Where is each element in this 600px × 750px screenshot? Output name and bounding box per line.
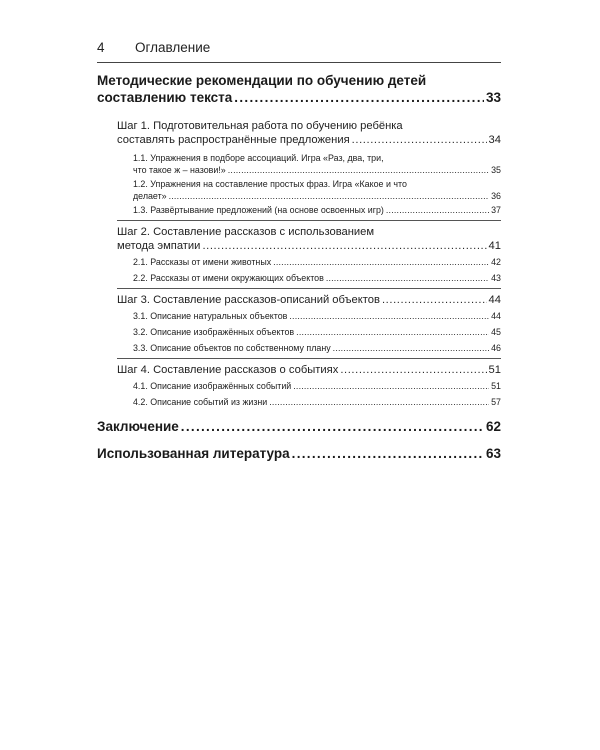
toc-entry-page: 37	[491, 205, 501, 215]
toc-entry-title-line1: Шаг 2. Составление рассказов с использованием	[117, 226, 375, 238]
leader-dots	[340, 363, 486, 377]
toc-entry-title: 2.1. Рассказы от имени животных	[133, 257, 272, 267]
leader-dots	[228, 164, 489, 176]
toc-entry-title-line1: 1.1. Упражнения в подборе ассоциаций. Игра «Раз, два, три,	[133, 153, 384, 163]
running-head	[97, 40, 501, 62]
toc-entry-1-1[interactable]	[97, 152, 501, 176]
toc-entry-2-1[interactable]	[97, 256, 501, 268]
toc-entry-4-1[interactable]	[97, 380, 501, 392]
toc-entry-title: Шаг 3. Составление рассказов-описаний объектов	[117, 294, 380, 306]
toc-entry-page: 45	[491, 327, 501, 337]
toc-entry-title-line2: что такое ж – назови!»	[133, 165, 226, 175]
toc-entry-page: 62	[485, 419, 501, 434]
section-divider	[117, 358, 501, 359]
leader-dots	[382, 293, 487, 307]
toc-entry-title-line1: Шаг 1. Подготовительная работа по обучению ребёнка	[117, 120, 403, 132]
leader-dots	[273, 256, 489, 268]
toc-entry-4-2[interactable]	[97, 396, 501, 408]
table-of-contents	[97, 72, 501, 462]
leader-dots	[169, 190, 490, 202]
toc-entry-title-line2: делает»	[133, 191, 167, 201]
toc-entry-page: 36	[491, 191, 501, 201]
leader-dots	[293, 380, 489, 392]
toc-entry-1-3[interactable]	[97, 204, 501, 216]
leader-dots	[352, 133, 487, 147]
toc-entry-literature[interactable]	[97, 445, 501, 462]
page-number: 4	[97, 40, 105, 55]
leader-dots	[386, 204, 489, 216]
toc-entry-page: 34	[488, 134, 501, 146]
toc-entry-page: 44	[488, 294, 501, 306]
section-divider	[117, 220, 501, 221]
leader-dots	[333, 342, 489, 354]
toc-entry-page: 33	[485, 90, 501, 105]
toc-entry-page: 41	[488, 240, 501, 252]
toc-entry-step4[interactable]	[97, 363, 501, 377]
leader-dots	[289, 310, 489, 322]
toc-entry-page: 44	[491, 311, 501, 321]
toc-entry-title: 1.3. Развёртывание предложений (на основе освоенных игр)	[133, 205, 384, 215]
toc-entry-page: 51	[491, 381, 501, 391]
toc-entry-title: Использованная литература	[97, 446, 290, 461]
toc-entry-step2[interactable]	[97, 225, 501, 253]
section-divider	[117, 288, 501, 289]
toc-entry-page: 43	[491, 273, 501, 283]
toc-entry-page: 51	[488, 364, 501, 376]
running-head-title: Оглавление	[135, 40, 211, 55]
toc-entry-1-2[interactable]	[97, 178, 501, 202]
toc-entry-title: Заключение	[97, 419, 179, 434]
toc-entry-title-line1: Методические рекомендации по обучению детей	[97, 73, 427, 88]
leader-dots	[234, 89, 484, 106]
toc-entry-3-1[interactable]	[97, 310, 501, 322]
leader-dots	[292, 445, 484, 462]
toc-entry-conclusion[interactable]	[97, 418, 501, 435]
leader-dots	[181, 418, 484, 435]
toc-entry-title: 4.2. Описание событий из жизни	[133, 397, 268, 407]
toc-entry-methods[interactable]	[97, 72, 501, 106]
toc-entry-page: 35	[491, 165, 501, 175]
toc-entry-page: 57	[491, 397, 501, 407]
toc-entry-page: 46	[491, 343, 501, 353]
toc-entry-page: 63	[485, 446, 501, 461]
toc-entry-3-2[interactable]	[97, 326, 501, 338]
toc-entry-title: 4.1. Описание изображённых событий	[133, 381, 292, 391]
toc-entry-3-3[interactable]	[97, 342, 501, 354]
toc-entry-page: 42	[491, 257, 501, 267]
toc-entry-title: 2.2. Рассказы от имени окружающих объектов	[133, 273, 324, 283]
toc-entry-title-line2: метода эмпатии	[117, 240, 201, 252]
toc-entry-2-2[interactable]	[97, 272, 501, 284]
leader-dots	[296, 326, 489, 338]
toc-entry-title: 3.1. Описание натуральных объектов	[133, 311, 288, 321]
toc-entry-title-line2: составлять распространённые предложения	[117, 134, 350, 146]
toc-entry-title: Шаг 4. Составление рассказов о событиях	[117, 364, 339, 376]
toc-entry-title-line1: 1.2. Упражнения на составление простых фраз. Игра «Какое и что	[133, 179, 407, 189]
leader-dots	[269, 396, 489, 408]
toc-entry-title: 3.2. Описание изображённых объектов	[133, 327, 295, 337]
leader-dots	[202, 239, 486, 253]
toc-entry-title: 3.3. Описание объектов по собственному плану	[133, 343, 331, 353]
toc-entry-title-line2: составлению текста	[97, 90, 233, 105]
leader-dots	[326, 272, 489, 284]
header-rule	[97, 62, 501, 63]
toc-entry-step3[interactable]	[97, 293, 501, 307]
toc-entry-step1[interactable]	[97, 119, 501, 147]
